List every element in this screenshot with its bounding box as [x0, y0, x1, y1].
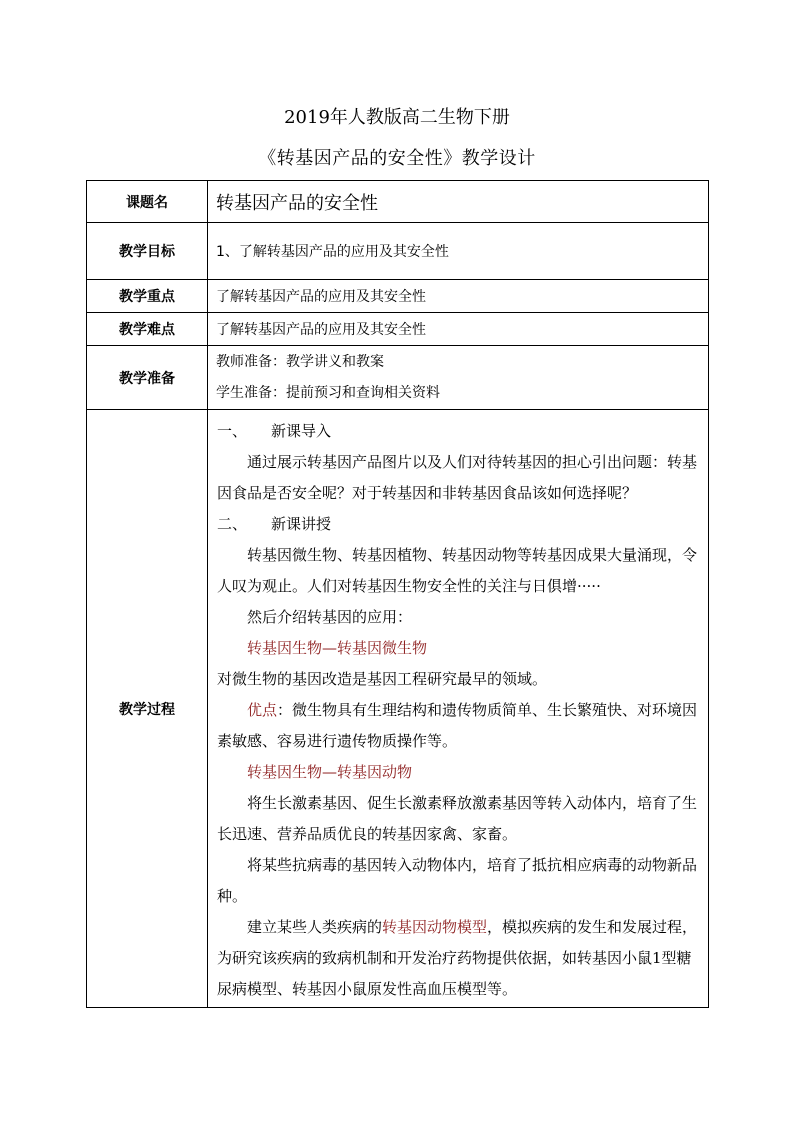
value-topic: 转基因产品的安全性	[208, 181, 709, 223]
advantages-label: 优点	[247, 701, 278, 719]
label-prep: 教学准备	[87, 346, 208, 410]
section-2-heading: 二、 新课讲授	[217, 515, 332, 533]
value-goal: 1、了解转基因产品的应用及其安全性	[208, 223, 709, 280]
value-prep	[208, 346, 709, 410]
row-difficulty	[87, 313, 709, 346]
row-goal	[87, 223, 709, 280]
value-difficulty: 了解转基因产品的应用及其安全性	[208, 313, 709, 346]
label-process: 教学过程	[87, 410, 208, 1008]
row-focus	[87, 280, 709, 313]
subsection-animal-title: 转基因生物—转基因动物	[247, 763, 413, 781]
animal-model-highlight: 转基因动物模型	[382, 918, 488, 936]
row-prep	[87, 346, 709, 410]
row-topic	[87, 181, 709, 223]
prep-teacher: 教师准备：教学讲义和教案	[216, 353, 384, 370]
document-subtitle: 《转基因产品的安全性》教学设计	[258, 148, 536, 169]
label-focus: 教学重点	[87, 280, 208, 313]
advantages-paragraph: 优点：微生物具有生理结构和遗传物质简单、生长繁殖快、对环境因素敏感、容易进行遗传物质操作等。	[217, 701, 698, 750]
animal-text-2: 将某些抗病毒的基因转入动物体内，培育了抵抗相应病毒的动物新品种。	[217, 856, 698, 905]
subsection-microbe-title: 转基因生物—转基因微生物	[247, 639, 428, 657]
animal-text-1: 将生长激素基因、促生长激素释放激素基因等转入动体内，培育了生长迅速、营养品质优良的转基因家禽、家畜。	[217, 794, 698, 843]
animal-text-3: 建立某些人类疾病的转基因动物模型，模拟疾病的发生和发展过程，为研究该疾病的致病机制和开发治疗药物提供依据，如转基因小鼠1型糖尿病模型、转基因小鼠原发性高血压模型等。	[217, 918, 698, 998]
section-2-intro: 然后介绍转基因的应用：	[247, 608, 413, 626]
value-process	[208, 410, 709, 1008]
subsection-microbe-text: 对微生物的基因改造是基因工程研究最早的领域。	[217, 670, 548, 688]
document-title: 2019年人教版高二生物下册	[284, 107, 510, 128]
label-goal: 教学目标	[87, 223, 208, 280]
section-2-text: 转基因微生物、转基因植物、转基因动物等转基因成果大量涌现，令人叹为观止。人们对转基因生物安全性的关注与日俱增·····	[217, 546, 698, 595]
row-process	[87, 410, 709, 1008]
section-1-heading: 一、 新课导入	[217, 422, 332, 440]
label-difficulty: 教学难点	[87, 313, 208, 346]
value-focus: 了解转基因产品的应用及其安全性	[208, 280, 709, 313]
lesson-plan-table	[86, 180, 709, 1008]
label-topic: 课题名	[87, 181, 208, 223]
section-1-text: 通过展示转基因产品图片以及人们对待转基因的担心引出问题：转基因食品是否安全呢？对于转基因和非转基因食品该如何选择呢？	[217, 453, 698, 502]
prep-student: 学生准备：提前预习和查询相关资料	[216, 384, 440, 401]
